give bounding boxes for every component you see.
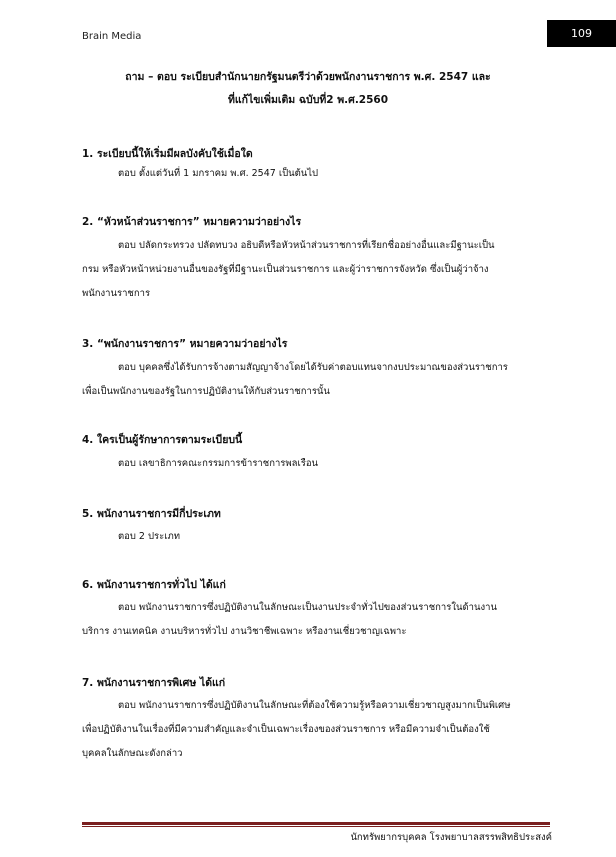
document-title-line-1: ถาม – ตอบ ระเบียบสำนักนายกรัฐมนตรีว่าด้วยพนักงานราชการ พ.ศ. 2547 และ [125,71,491,83]
answer-4-line-1: ตอบ เลขาธิการคณะกรรมการข้าราชการพลเรือน [118,458,319,469]
answer-1-line-1: ตอบ ตั้งแต่วันที่ 1 มกราคม พ.ศ. 2547 เป็นต้นไป [118,168,319,179]
document-title-line-2: ที่แก้ไขเพิ่มเติม ฉบับที่2 พ.ศ.2560 [227,94,389,106]
answer-7-line-2: เพื่อปฏิบัติงานในเรื่องที่มีความสำคัญและจำเป็นเฉพาะเรื่องของส่วนราชการ หรือมีความจำเป็นต้องใช้ [82,724,490,735]
question-4: 4. ใครเป็นผู้รักษาการตามระเบียบนี้ [82,434,243,446]
answer-7-line-3: บุคคลในลักษณะดังกล่าว [82,748,183,759]
question-7: 7. พนักงานราชการพิเศษ ได้แก่ [82,677,226,689]
answer-2-line-1: ตอบ ปลัดกระทรวง ปลัดทบวง อธิบดีหรือหัวหน้าส่วนราชการที่เรียกชื่ออย่างอื่นและมีฐานะเป็น [118,240,495,251]
answer-3-line-2: เพื่อเป็นพนักงานของรัฐในการปฏิบัติงานให้กับส่วนราชการนั้น [82,386,330,397]
answer-2-line-3: พนักงานราชการ [82,288,151,299]
question-2: 2. “หัวหน้าส่วนราชการ” หมายความว่าอย่างไร [82,216,302,228]
answer-2 [82,234,552,306]
answer-2-line-2: กรม หรือหัวหน้าหน่วยงานอื่นของรัฐที่มีฐานะเป็นส่วนราชการ และผู้ว่าราชการจังหวัด ซึ่งเป็นผู้ว่าจ้าง [82,264,489,275]
answer-6-line-2: บริการ งานเทคนิค งานบริหารทั่วไป งานวิชาชีพเฉพาะ หรืองานเชี่ยวชาญเฉพาะ [82,626,407,637]
answer-7-line-1: ตอบ พนักงานราชการซึ่งปฏิบัติงานในลักษณะที่ต้องใช้ความรู้หรือความเชี่ยวชาญสูงมากเป็นพิเศษ [118,700,511,711]
answer-6 [82,596,552,644]
answer-1 [82,162,552,186]
footer-rule-thin [82,826,550,827]
question-3: 3. “พนักงานราชการ” หมายความว่าอย่างไร [82,338,288,350]
question-1: 1. ระเบียบนี้ให้เริ่มมีผลบังคับใช้เมื่อใด [82,148,253,160]
page-number-box: 109 [547,20,616,47]
answer-3 [82,356,552,404]
answer-3-line-1: ตอบ บุคคลซึ่งได้รับการจ้างตามสัญญาจ้างโดยได้รับค่าตอบแทนจากงบประมาณของส่วนราชการ [118,362,508,373]
answer-5-line-1: ตอบ 2 ประเภท [118,531,180,542]
question-5: 5. พนักงานราชการมีกี่ประเภท [82,508,221,520]
footer-rule-thick [82,822,550,825]
footer-text: นักทรัพยากรบุคคล โรงพยาบาลสรรพสิทธิประสงค์ [350,832,552,843]
question-6: 6. พนักงานราชการทั่วไป ได้แก่ [82,579,226,591]
header-brand: Brain Media [82,31,142,42]
answer-7 [82,694,552,766]
answer-6-line-1: ตอบ พนักงานราชการซึ่งปฏิบัติงานในลักษณะเป็นงานประจำทั่วไปของส่วนราชการในด้านงาน [118,602,497,613]
answer-5 [82,525,552,549]
answer-4 [82,452,552,476]
